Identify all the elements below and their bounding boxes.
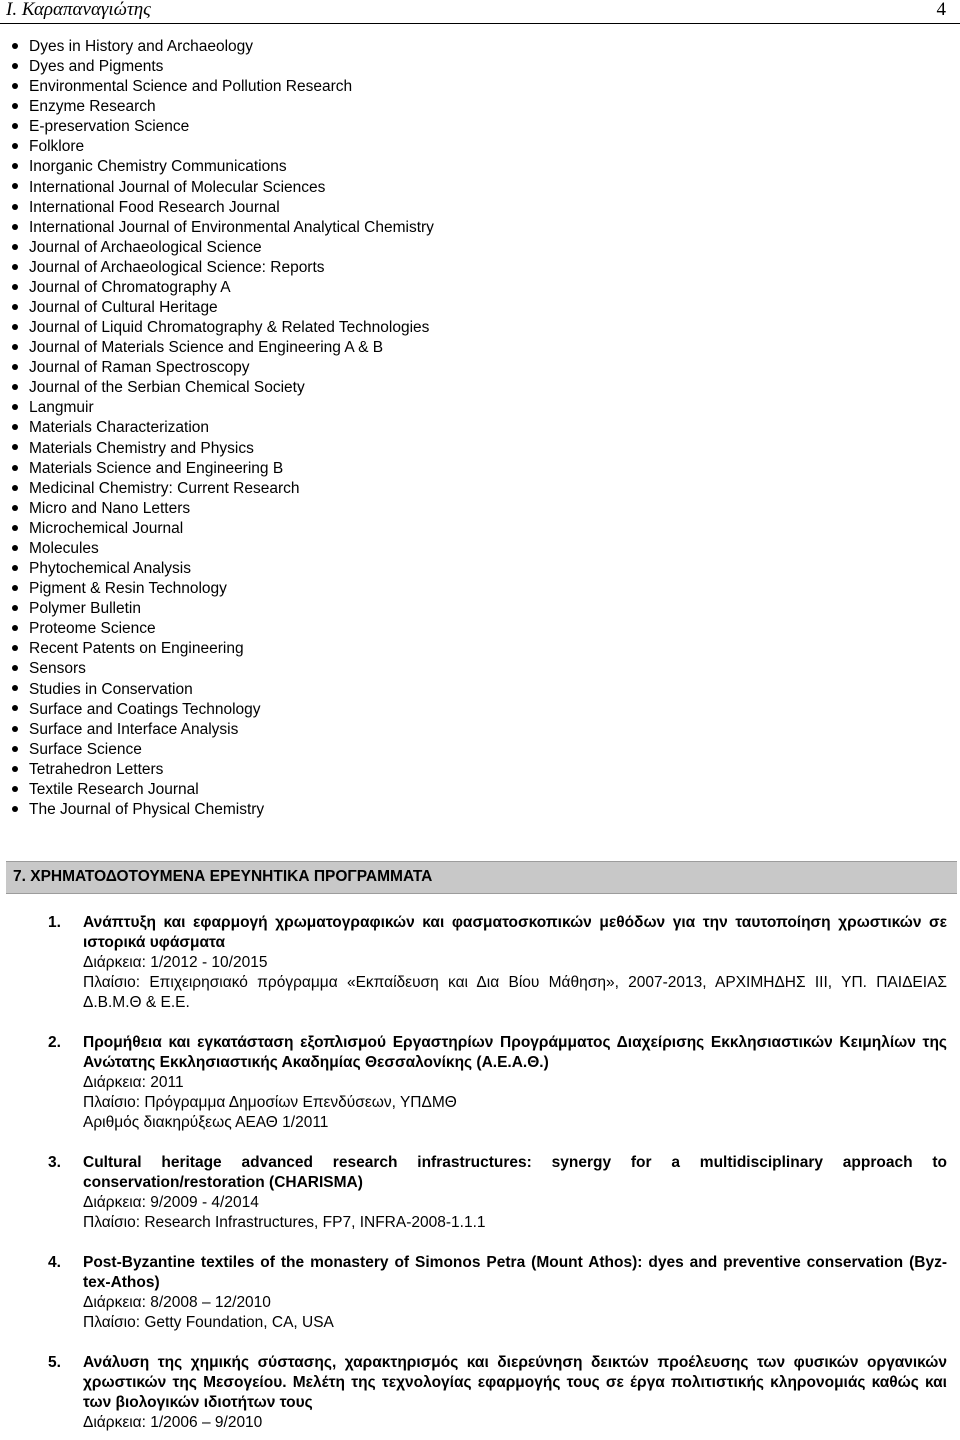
journal-name: Pigment & Resin Technology [29, 580, 227, 598]
bullet-icon [12, 806, 18, 812]
bullet-icon [12, 143, 18, 149]
bullet-icon [12, 324, 18, 330]
journal-name: Materials Characterization [29, 419, 210, 437]
bullet-icon [12, 284, 18, 290]
journal-list-item [12, 278, 434, 298]
bullet-icon [12, 665, 18, 671]
journal-name: Inorganic Chemistry Communications [29, 158, 287, 176]
bullet-icon [12, 244, 18, 250]
journal-name: Journal of Cultural Heritage [29, 299, 218, 317]
section-title: 7. ΧΡΗΜΑΤΟΔΟΤΟΥΜΕΝΑ ΕΡΕΥΝΗΤΙΚΑ ΠΡΟΓΡΑΜΜΑΤΑ [13, 868, 433, 885]
journal-list-item [12, 439, 434, 459]
journal-name: Journal of Archaeological Science [29, 238, 262, 256]
journal-list-item [12, 358, 434, 378]
bullet-icon [12, 726, 18, 732]
journal-list-item [12, 720, 434, 740]
journal-list-item [12, 258, 434, 278]
journal-name: Micro and Nano Letters [29, 499, 191, 517]
program-title: Ανάπτυξη και εφαρμογή χρωματογραφικών και φασματοσκοπικών μεθόδων για την ταυτοποίηση χρωστικών σε ιστορικά υφάσματα [83, 914, 947, 951]
journal-list-item [12, 459, 434, 479]
program-number: 5. [48, 1354, 61, 1371]
journal-list-item [12, 398, 434, 418]
journal-list-item [12, 539, 434, 559]
bullet-icon [12, 123, 18, 129]
journal-name: Dyes and Pigments [29, 58, 164, 76]
bullet-icon [12, 204, 18, 210]
program-duration: Διάρκεια: 1/2012 - 10/2015 [83, 954, 268, 971]
program-detail: Πλαίσιο: Getty Foundation, CA, USA [83, 1314, 334, 1331]
journal-name: Surface and Interface Analysis [29, 720, 239, 738]
program-title: Προμήθεια και εγκατάσταση εξοπλισμού Εργαστηρίων Προγράμματος Διαχείρισης Εκκλησιαστικών Κειμηλίων της Ανώτατης Εκκλησιαστικής Ακαδημίας Θεσσαλονίκης (Α.Ε.Α.Θ.) [83, 1034, 947, 1071]
program-body [83, 1153, 947, 1233]
program-body [83, 1353, 947, 1433]
journal-name: Materials Science and Engineering B [29, 459, 284, 477]
bullet-icon [12, 83, 18, 89]
program-title: Cultural heritage advanced research infrastructures: synergy for a multidisciplinary approach to conservation/restoration (CHARISMA) [83, 1154, 947, 1191]
program-number: 2. [48, 1034, 61, 1051]
journal-name: Langmuir [29, 399, 94, 417]
page-header [0, 0, 960, 24]
bullet-icon [12, 43, 18, 49]
journal-name: Journal of Chromatography A [29, 278, 231, 296]
journal-name: Textile Research Journal [29, 780, 199, 798]
journal-list-item [12, 157, 434, 177]
journal-name: Journal of Archaeological Science: Reports [29, 258, 325, 276]
header-author: Ι. Καραπαναγιώτης [6, 0, 151, 20]
journal-name: Studies in Conservation [29, 680, 193, 698]
journal-name: Molecules [29, 539, 99, 557]
journal-list-item [12, 77, 434, 97]
journal-list-item [12, 238, 434, 258]
journal-name: Surface and Coatings Technology [29, 700, 261, 718]
journal-name: International Food Research Journal [29, 198, 280, 216]
journal-name: Dyes in History and Archaeology [29, 38, 254, 55]
journal-name: Journal of Materials Science and Engineering A & B [29, 339, 384, 357]
bullet-icon [12, 424, 18, 430]
journal-list-item [12, 318, 434, 338]
journal-list-item [12, 117, 434, 137]
journal-name: Journal of Raman Spectroscopy [29, 359, 250, 377]
journal-name: Phytochemical Analysis [29, 560, 191, 578]
bullet-icon [12, 465, 18, 471]
journal-name: Recent Patents on Engineering [29, 640, 244, 658]
program-title: Ανάλυση της χημικής σύστασης, χαρακτηρισμός και διερεύνηση δεικτών προέλευσης των φυσικών οργανικών χρωστικών της Μεσογείου. Μελέτη της τεχνολογίας εφαρμογής τους σε έργα πολιτιστικής κληρονομιάς καθώς και των βιολογικών ιδιοτήτων τους [83, 1354, 947, 1411]
bullet-icon [12, 505, 18, 511]
program-title: Post-Byzantine textiles of the monastery of Simonos Petra (Mount Athos): dyes and preventive conservation (Byz-tex-Athos) [83, 1254, 947, 1291]
bullet-icon [12, 485, 18, 491]
journal-name: Medicinal Chemistry: Current Research [29, 479, 300, 497]
bullet-icon [12, 786, 18, 792]
journal-list-item [12, 298, 434, 318]
bullet-icon [12, 364, 18, 370]
bullet-icon [12, 565, 18, 571]
bullet-icon [12, 585, 18, 591]
program-detail: Πλαίσιο: Πρόγραμμα Δημοσίων Επενδύσεων, ΥΠΔΜΘ [83, 1094, 457, 1111]
bullet-icon [12, 625, 18, 631]
journal-name: Sensors [29, 660, 86, 678]
journal-list-item [12, 519, 434, 539]
bullet-icon [12, 304, 18, 310]
program-detail: Πλαίσιο: Επιχειρησιακό πρόγραμμα «Εκπαίδευση και Δια Βίου Μάθηση», 2007-2013, ΑΡΧΙΜΗΔΗΣ ΙΙΙ, ΥΠ. ΠΑΙΔΕΙΑΣ Δ.Β.Μ.Θ & Ε.Ε. [83, 974, 947, 1011]
journal-list-item [12, 178, 434, 198]
journal-list-item [12, 659, 434, 679]
section-heading-bar [6, 861, 957, 894]
bullet-icon [12, 344, 18, 350]
journal-name: The Journal of Physical Chemistry [29, 800, 265, 818]
program-number: 3. [48, 1154, 61, 1171]
bullet-icon [12, 224, 18, 230]
journal-name: E-preservation Science [29, 118, 190, 136]
journal-name: International Journal of Environmental Analytical Chemistry [29, 218, 434, 236]
journal-list-item [12, 599, 434, 619]
bullet-icon [12, 705, 18, 711]
program-detail: Αριθμός διακηρύξεως ΑΕΑΘ 1/2011 [83, 1114, 329, 1131]
journal-list-item [12, 418, 434, 438]
journal-list-item [12, 198, 434, 218]
journal-list-item [12, 559, 434, 579]
journal-list-item [12, 780, 434, 800]
bullet-icon [12, 63, 18, 69]
journal-name: Tetrahedron Letters [29, 760, 164, 778]
program-body [83, 913, 947, 1013]
bullet-icon [12, 545, 18, 551]
journal-list-item [12, 740, 434, 760]
journal-name: Surface Science [29, 740, 142, 758]
program-body [83, 1253, 947, 1333]
program-duration: Διάρκεια: 8/2008 – 12/2010 [83, 1294, 271, 1311]
journal-list-item [12, 680, 434, 700]
journal-name: Enzyme Research [29, 98, 156, 116]
bullet-icon [12, 404, 18, 410]
header-divider [0, 23, 960, 24]
journal-list-item [12, 137, 434, 157]
program-duration: Διάρκεια: 1/2006 – 9/2010 [83, 1414, 263, 1431]
journal-list-item [12, 338, 434, 358]
bullet-icon [12, 444, 18, 450]
bullet-icon [12, 685, 18, 691]
journal-name: Journal of Liquid Chromatography & Related Technologies [29, 319, 430, 337]
bullet-icon [12, 103, 18, 109]
bullet-icon [12, 605, 18, 611]
journal-name: International Journal of Molecular Sciences [29, 178, 326, 196]
journal-list-item [12, 97, 434, 117]
journal-name: Folklore [29, 138, 85, 156]
program-detail: Πλαίσιο: Research Infrastructures, FP7, INFRA-2008-1.1.1 [83, 1214, 486, 1231]
page-number: 4 [936, 0, 946, 20]
journal-list-item [12, 218, 434, 238]
journal-list-item [12, 479, 434, 499]
journal-name: Microchemical Journal [29, 519, 184, 537]
bullet-icon [12, 384, 18, 390]
program-number: 1. [48, 914, 61, 931]
bullet-icon [12, 645, 18, 651]
program-duration: Διάρκεια: 2011 [83, 1074, 184, 1091]
journal-name: Proteome Science [29, 620, 156, 638]
bullet-icon [12, 766, 18, 772]
bullet-icon [12, 746, 18, 752]
journal-name: Polymer Bulletin [29, 600, 141, 618]
program-duration: Διάρκεια: 9/2009 - 4/2014 [83, 1194, 259, 1211]
journal-list-item [12, 499, 434, 519]
journal-list-item [12, 760, 434, 780]
journal-list-item [12, 57, 434, 77]
journal-name: Materials Chemistry and Physics [29, 439, 254, 457]
program-number: 4. [48, 1254, 61, 1271]
bullet-icon [12, 525, 18, 531]
journal-list-item [12, 639, 434, 659]
bullet-icon [12, 183, 18, 189]
journal-name: Environmental Science and Pollution Research [29, 78, 353, 96]
journal-list-item [12, 378, 434, 398]
journal-list-item [12, 700, 434, 720]
journal-list-item [12, 800, 434, 820]
journal-list [12, 37, 434, 820]
bullet-icon [12, 163, 18, 169]
bullet-icon [12, 264, 18, 270]
journal-list-item [12, 37, 434, 57]
program-body [83, 1033, 947, 1133]
journal-list-item [12, 619, 434, 639]
journal-name: Journal of the Serbian Chemical Society [29, 379, 305, 397]
journal-list-item [12, 579, 434, 599]
